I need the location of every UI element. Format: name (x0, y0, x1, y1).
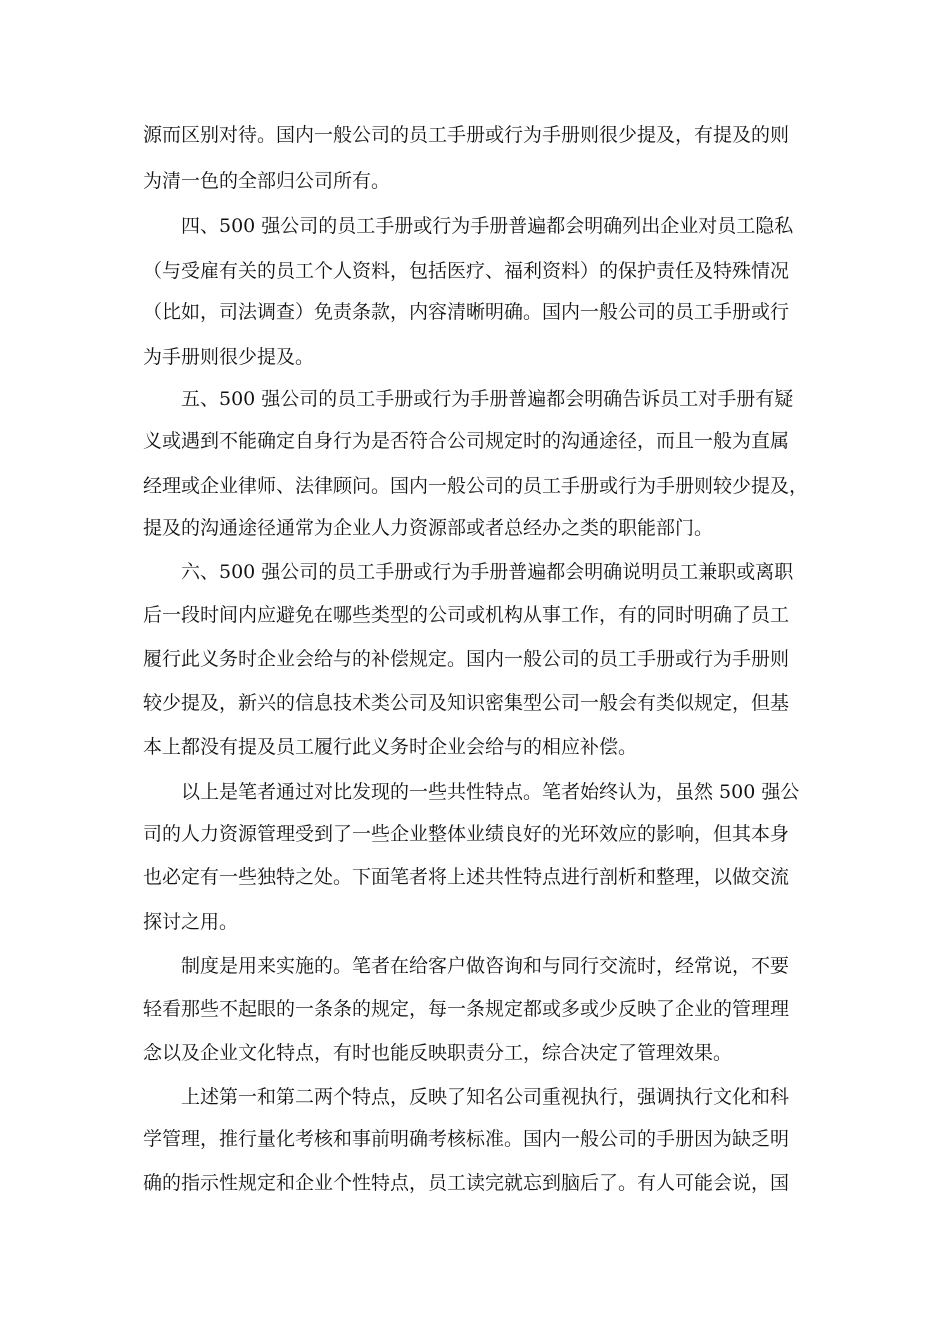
text-line: 四、500 强公司的员工手册或行为手册普遍都会明确列出企业对员工隐私 (181, 215, 794, 237)
text-line: 上述第一和第二两个特点，反映了知名公司重视执行，强调执行文化和科 (181, 1086, 790, 1108)
text-line: 五、500 强公司的员工手册或行为手册普遍都会明确告诉员工对手册有疑 (181, 388, 794, 410)
text-line: 义或遇到不能确定自身行为是否符合公司规定时的沟通途径，而且一般为直属 (143, 430, 790, 452)
text-line: （比如，司法调查）免责条款，内容清晰明确。国内一般公司的员工手册或行 (143, 301, 790, 323)
text-line: 较少提及，新兴的信息技术类公司及知识密集型公司一般会有类似规定，但基 (143, 692, 790, 714)
text-line: （与受雇有关的员工个人资料，包括医疗、福利资料）的保护责任及特殊情况 (143, 260, 790, 282)
text-line: 念以及企业文化特点，有时也能反映职责分工，综合决定了管理效果。 (143, 1042, 733, 1064)
text-line: 以上是笔者通过对比发现的一些共性特点。笔者始终认为，虽然 500 强公 (181, 781, 800, 803)
text-line: 源而区别对待。国内一般公司的员工手册或行为手册则很少提及，有提及的则 (143, 124, 790, 146)
text-line: 提及的沟通途径通常为企业人力资源部或者总经办之类的职能部门。 (143, 517, 714, 539)
text-line: 六、500 强公司的员工手册或行为手册普遍都会明确说明员工兼职或离职 (181, 561, 794, 583)
text-line: 探讨之用。 (143, 911, 239, 933)
text-line: 后一段时间内应避免在哪些类型的公司或机构从事工作，有的同时明确了员工 (143, 604, 790, 626)
text-line: 学管理，推行量化考核和事前明确考核标准。国内一般公司的手册因为缺乏明 (143, 1128, 790, 1150)
text-line: 为手册则很少提及。 (143, 346, 315, 368)
text-line: 司的人力资源管理受到了一些企业整体业绩良好的光环效应的影响，但其本身 (143, 823, 790, 845)
text-line: 为清一色的全部归公司所有。 (143, 170, 391, 192)
text-line: 履行此义务时企业会给与的补偿规定。国内一般公司的员工手册或行为手册则 (143, 648, 790, 670)
text-line: 确的指示性规定和企业个性特点，员工读完就忘到脑后了。有人可能会说，国 (143, 1172, 790, 1194)
text-line: 制度是用来实施的。笔者在给客户做咨询和与同行交流时，经常说，不要 (181, 955, 790, 977)
text-line: 轻看那些不起眼的一条条的规定，每一条规定都或多或少反映了企业的管理理 (143, 998, 790, 1020)
text-line: 也必定有一些独特之处。下面笔者将上述共性特点进行剖析和整理，以做交流 (143, 866, 790, 888)
text-line: 经理或企业律师、法律顾问。国内一般公司的员工手册或行为手册则较少提及， (143, 475, 809, 497)
text-line: 本上都没有提及员工履行此义务时企业会给与的相应补偿。 (143, 736, 638, 758)
